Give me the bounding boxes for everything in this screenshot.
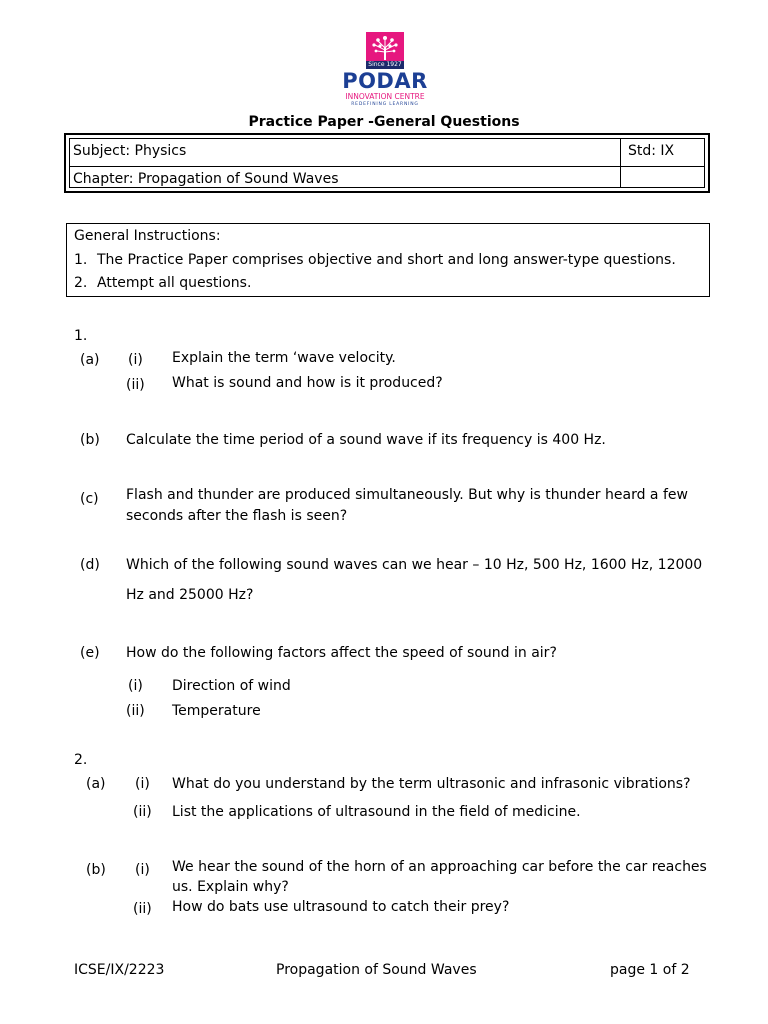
question-text: What is sound and how is it produced? [172,375,443,391]
part-label: (a) [86,776,106,792]
instruction-text: Attempt all questions. [97,275,252,291]
part-label: (e) [80,645,100,661]
header-table [64,133,710,193]
footer-page: page 1 of 2 [610,962,690,978]
question-text: Hz and 25000 Hz? [126,587,254,603]
question-text: Flash and thunder are produced simultaneously. But why is thunder heard a few [126,487,688,503]
part-label: (b) [86,862,106,878]
question-text: Temperature [172,703,261,719]
question-text: List the applications of ultrasound in the field of medicine. [172,804,581,820]
question-text: What do you understand by the term ultrasonic and infrasonic vibrations? [172,776,691,792]
subpart-label: (i) [128,678,143,694]
part-label: (d) [80,557,100,573]
question-text: Explain the term ‘wave velocity. [172,350,396,366]
instruction-num: 1. [74,252,88,268]
question-text: Calculate the time period of a sound wave if its frequency is 400 Hz. [126,432,606,448]
subpart-label: (ii) [126,703,145,719]
subpart-label: (i) [135,776,150,792]
footer-chapter: Propagation of Sound Waves [276,962,477,978]
question-number: 2. [74,752,88,768]
question-text: We hear the sound of the horn of an approaching car before the car reaches [172,859,707,875]
question-text: Which of the following sound waves can we hear – 10 Hz, 500 Hz, 1600 Hz, 12000 [126,557,703,573]
tree-icon [366,32,404,62]
question-number: 1. [74,328,88,344]
logo-subtitle: INNOVATION CENTRE [345,92,425,101]
subject-cell: Subject: Physics [73,143,187,159]
instruction-text: The Practice Paper comprises objective and short and long answer-type questions. [97,252,676,268]
std-cell: Std: IX [628,143,675,159]
podar-logo [338,28,432,110]
question-text: seconds after the flash is seen? [126,508,348,524]
chapter-cell: Chapter: Propagation of Sound Waves [73,171,339,187]
question-text: How do the following factors affect the speed of sound in air? [126,645,557,661]
logo-since: Since 1927 [366,61,404,69]
subpart-label: (i) [135,862,150,878]
page-title: Practice Paper -General Questions [248,114,520,130]
subpart-label: (ii) [133,901,152,917]
subpart-label: (ii) [133,804,152,820]
footer-code: ICSE/IX/2223 [74,962,165,978]
question-text: Direction of wind [172,678,291,694]
logo-name: PODAR [342,69,428,93]
question-text: How do bats use ultrasound to catch their prey? [172,899,510,915]
part-label: (b) [80,432,100,448]
subpart-label: (ii) [126,377,145,393]
subpart-label: (i) [128,352,143,368]
logo-tagline: REDEFINING LEARNING [351,102,419,107]
question-text: us. Explain why? [172,879,289,895]
instructions-heading: General Instructions: [74,228,221,244]
instruction-num: 2. [74,275,88,291]
part-label: (a) [80,352,100,368]
part-label: (c) [80,491,99,507]
